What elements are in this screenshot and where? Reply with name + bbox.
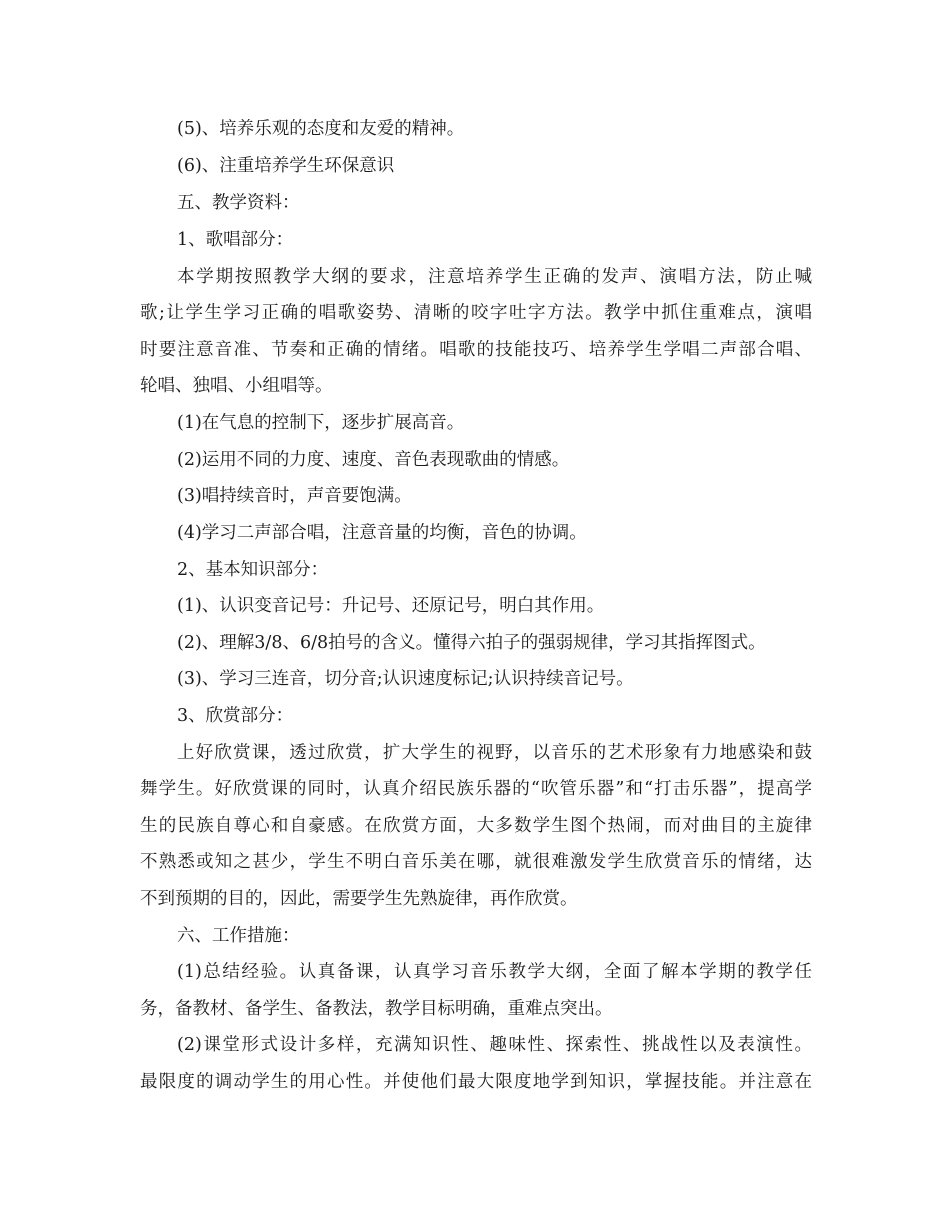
subsection-heading: 2、基本知识部分： bbox=[177, 560, 329, 580]
list-item: (1)在气息的控制下，逐步扩展高音。 bbox=[177, 413, 465, 433]
list-item: (3)、学习三连音，切分音;认识速度标记;认识持续音记号。 bbox=[177, 669, 634, 689]
paragraph-line: 务，备教材、备学生、备教法，教学目标明确，重难点突出。 bbox=[140, 999, 613, 1019]
list-item: (1)、认识变音记号：升记号、还原记号，明白其作用。 bbox=[177, 596, 605, 616]
list-item: (2)、理解3/8、6/8拍号的含义。懂得六拍子的强弱规律，学习其指挥图式。 bbox=[177, 633, 766, 653]
paragraph-line: 最限度的调动学生的用心性。并使他们最大限度地学到知识，掌握技能。并注意在 bbox=[140, 1072, 812, 1092]
list-item: (3)唱持续音时，声音要饱满。 bbox=[177, 486, 412, 506]
paragraph-line: 上好欣赏课，透过欣赏，扩大学生的视野，以音乐的艺术形象有力地感染和鼓 bbox=[177, 743, 812, 763]
paragraph-line: (1)总结经验。认真备课，认真学习音乐教学大纲，全面了解本学期的教学任 bbox=[177, 962, 812, 982]
paragraph-line: 生的民族自尊心和自豪感。在欣赏方面，大多数学生图个热闹，而对曲目的主旋律 bbox=[140, 816, 812, 836]
text-line: (5)、培养乐观的态度和友爱的精神。 bbox=[177, 119, 465, 139]
subsection-heading: 3、欣赏部分： bbox=[177, 706, 294, 726]
list-item: (2)运用不同的力度、速度、音色表现歌曲的情感。 bbox=[177, 450, 570, 470]
paragraph-line: (2)课堂形式设计多样，充满知识性、趣味性、探索性、挑战性以及表演性。 bbox=[177, 1035, 812, 1055]
paragraph-line: 不到预期的目的，因此，需要学生先熟旋律，再作欣赏。 bbox=[140, 889, 578, 909]
paragraph-line: 轮唱、独唱、小组唱等。 bbox=[140, 376, 333, 396]
text-line: (6)、注重培养学生环保意识 bbox=[177, 156, 395, 176]
list-item: (4)学习二声部合唱，注意音量的均衡，音色的协调。 bbox=[177, 523, 587, 543]
section-heading: 六、工作措施： bbox=[177, 926, 300, 946]
paragraph-line: 不熟悉或知之甚少，学生不明白音乐美在哪，就很难激发学生欣赏音乐的情绪，达 bbox=[140, 852, 812, 872]
paragraph-line: 歌;让学生学习正确的唱歌姿势、清晰的咬字吐字方法。教学中抓住重难点，演唱 bbox=[140, 303, 812, 323]
paragraph-line: 本学期按照教学大纲的要求，注意培养学生正确的发声、演唱方法，防止喊 bbox=[177, 267, 812, 287]
subsection-heading: 1、歌唱部分： bbox=[177, 230, 294, 250]
paragraph-line: 舞学生。好欣赏课的同时，认真介绍民族乐器的“吹管乐器”和“打击乐器”，提高学 bbox=[140, 779, 812, 799]
section-heading: 五、教学资料： bbox=[177, 193, 300, 213]
paragraph-line: 时要注意音准、节奏和正确的情绪。唱歌的技能技巧、培养学生学唱二声部合唱、 bbox=[140, 340, 812, 360]
